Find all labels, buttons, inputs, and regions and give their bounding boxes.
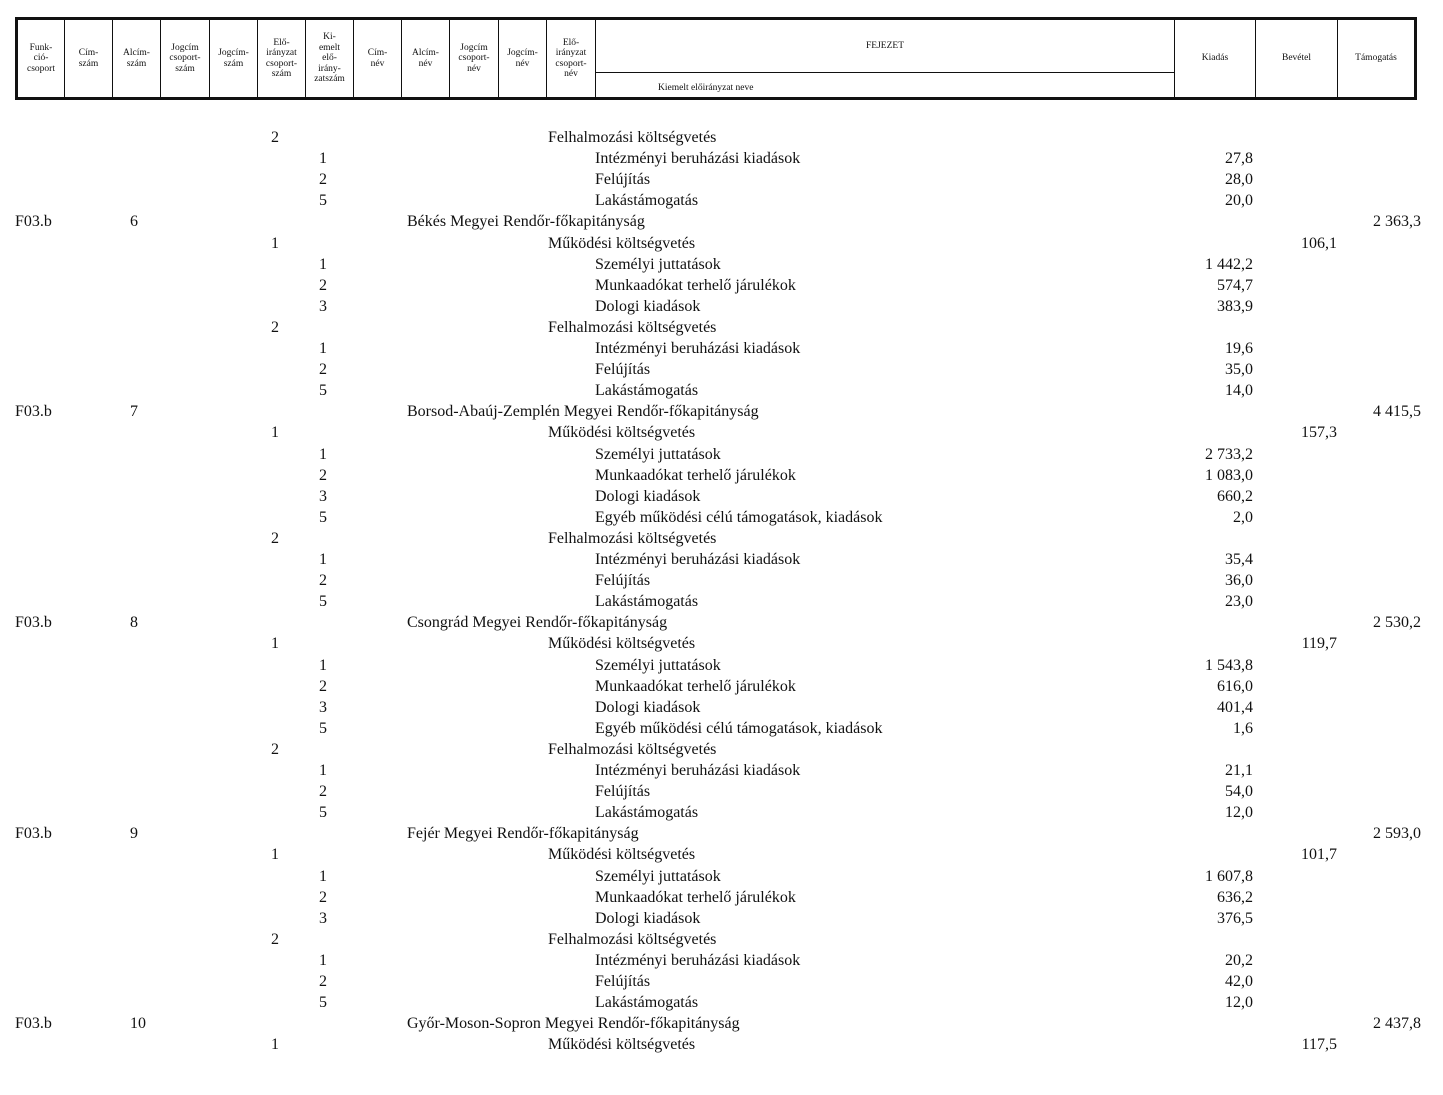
kiadas-value: 2 733,2 [1205, 445, 1253, 463]
table-header [15, 17, 1417, 100]
header-funkcio: Funk- ció- csoport [18, 20, 65, 97]
table-row [0, 887, 1443, 908]
kiemelt-eloiranyzat-name: Felújítás [595, 171, 651, 189]
kiemelt-eloiranyzat-name: Intézményi beruházási kiadások [595, 551, 801, 568]
bevetel-value: 101,7 [1301, 846, 1337, 864]
kiemelt-eloiranyzat-number: 3 [319, 698, 327, 716]
tamogatas-value: 2 437,8 [1373, 1015, 1421, 1033]
eloiranyzat-csoport-name: Működési költségvetés [548, 635, 696, 653]
table-row [0, 866, 1443, 887]
kiemelt-eloiranyzat-number: 1 [319, 762, 327, 779]
header-bevetel: Bevétel [1256, 20, 1338, 97]
kiadas-value: 12,0 [1225, 994, 1253, 1012]
eloiranyzat-csoport-name: Működési költségvetés [548, 424, 696, 442]
table-row [0, 1013, 1443, 1034]
kiadas-value: 14,0 [1225, 382, 1253, 400]
kiemelt-eloiranyzat-number: 5 [319, 719, 327, 737]
header-kiemelt-nev-cell [596, 73, 1175, 97]
header-jogcimcsoport-szam: Jogcím csoport- szám [161, 20, 210, 97]
kiadas-value: 376,5 [1217, 909, 1253, 927]
header-tamogatas: Támogatás [1355, 53, 1397, 64]
table-row [0, 380, 1443, 401]
table-row [0, 465, 1443, 486]
kiemelt-eloiranyzat-number: 2 [319, 677, 327, 695]
table-row [0, 612, 1443, 633]
kiemelt-eloiranyzat-number: 1 [319, 445, 327, 463]
kiadas-value: 35,4 [1225, 551, 1253, 568]
cim-number: 6 [130, 213, 138, 231]
kiadas-value: 660,2 [1217, 487, 1253, 505]
kiadas-value: 616,0 [1217, 677, 1253, 695]
kiemelt-eloiranyzat-name: Személyi juttatások [595, 445, 721, 463]
eloiranyzat-csoport-name: Felhalmozási költségvetés [548, 129, 717, 146]
eloiranyzat-csoport-number: 1 [271, 424, 279, 442]
eloiranyzat-csoport-name: Felhalmozási költségvetés [548, 318, 717, 336]
kiemelt-eloiranyzat-number: 2 [319, 783, 327, 801]
kiemelt-eloiranyzat-number: 1 [319, 150, 327, 168]
header-cim-szam: Cím- szám [65, 20, 113, 97]
org-name: Békés Megyei Rendőr-főkapitányság [407, 213, 645, 231]
header-kiemelt-eloiranyzat-szam: Ki- emelt elő- irány- zatszám [306, 20, 354, 97]
header-kiadas: Kiadás [1175, 20, 1256, 97]
kiadas-value: 401,4 [1217, 698, 1253, 716]
kiemelt-eloiranyzat-name: Lakástámogatás [595, 382, 699, 400]
kiadas-value: 28,0 [1225, 171, 1253, 189]
kiemelt-eloiranyzat-number: 5 [319, 994, 327, 1012]
kiemelt-eloiranyzat-name: Dologi kiadások [595, 297, 701, 315]
eloiranyzat-csoport-number: 2 [271, 740, 279, 758]
table-row [0, 422, 1443, 443]
kiemelt-eloiranyzat-name: Felújítás [595, 783, 651, 801]
table-row [0, 718, 1443, 739]
kiadas-value: 636,2 [1217, 888, 1253, 906]
table-row [0, 275, 1443, 296]
header-alcim-szam: Alcím- szám [113, 20, 161, 97]
table-row [0, 211, 1443, 232]
kiemelt-eloiranyzat-number: 2 [319, 361, 327, 379]
table-row [0, 591, 1443, 612]
eloiranyzat-csoport-number: 1 [271, 1036, 279, 1054]
table-row [0, 992, 1443, 1013]
table-row [0, 697, 1443, 718]
table-row [0, 190, 1443, 211]
kiemelt-eloiranyzat-name: Személyi juttatások [595, 255, 721, 273]
eloiranyzat-csoport-number: 2 [271, 318, 279, 336]
header-jogcim-szam: Jogcím- szám [210, 20, 258, 97]
table-row [0, 359, 1443, 380]
kiadas-value: 1,6 [1233, 719, 1253, 737]
tamogatas-value: 2 363,3 [1373, 213, 1421, 231]
header-eloiranyzat-csoport-szam: Elő- irányzat csoport- szám [258, 20, 306, 97]
table-row [0, 570, 1443, 591]
kiemelt-eloiranyzat-number: 5 [319, 804, 327, 822]
table-row [0, 655, 1443, 676]
table-row [0, 760, 1443, 781]
kiemelt-eloiranyzat-name: Felújítás [595, 572, 651, 590]
kiemelt-eloiranyzat-number: 5 [319, 192, 327, 210]
bevetel-value: 119,7 [1301, 635, 1337, 653]
kiadas-value: 1 083,0 [1205, 466, 1253, 484]
org-name: Borsod-Abaúj-Zemplén Megyei Rendőr-főkapitányság [407, 403, 759, 421]
kiemelt-eloiranyzat-name: Lakástámogatás [595, 804, 699, 822]
table-row [0, 971, 1443, 992]
kiemelt-eloiranyzat-name: Lakástámogatás [595, 994, 699, 1012]
kiadas-value: 42,0 [1225, 973, 1253, 990]
eloiranyzat-csoport-number: 2 [271, 529, 279, 547]
table-row [0, 169, 1443, 190]
header-kiemelt-nev: Kiemelt előirányzat neve [658, 83, 754, 93]
kiadas-value: 20,2 [1225, 951, 1253, 969]
kiadas-value: 21,1 [1225, 762, 1253, 779]
eloiranyzat-csoport-number: 1 [271, 234, 279, 252]
bevetel-value: 106,1 [1301, 234, 1337, 252]
kiemelt-eloiranyzat-name: Lakástámogatás [595, 593, 699, 611]
kiadas-value: 54,0 [1225, 783, 1253, 801]
kiemelt-eloiranyzat-name: Felújítás [595, 973, 651, 990]
table-row [0, 802, 1443, 823]
kiemelt-eloiranyzat-name: Személyi juttatások [595, 656, 721, 674]
kiemelt-eloiranyzat-name: Intézményi beruházási kiadások [595, 150, 801, 168]
table-row [0, 844, 1443, 865]
kiemelt-eloiranyzat-number: 1 [319, 255, 327, 273]
kiemelt-eloiranyzat-name: Intézményi beruházási kiadások [595, 340, 801, 357]
bevetel-value: 157,3 [1301, 424, 1337, 442]
table-row [0, 1034, 1443, 1055]
kiadas-value: 36,0 [1225, 572, 1253, 590]
kiadas-value: 19,6 [1225, 340, 1253, 357]
funkcio-code: F03.b [15, 1015, 52, 1033]
kiadas-value: 23,0 [1225, 593, 1253, 611]
eloiranyzat-csoport-name: Működési költségvetés [548, 1036, 696, 1054]
kiemelt-eloiranyzat-number: 5 [319, 593, 327, 611]
eloiranyzat-csoport-name: Működési költségvetés [548, 846, 696, 864]
bevetel-value: 117,5 [1301, 1036, 1337, 1054]
table-row [0, 950, 1443, 971]
kiemelt-eloiranyzat-name: Munkaadókat terhelő járulékok [595, 677, 796, 695]
kiemelt-eloiranyzat-name: Intézményi beruházási kiadások [595, 951, 801, 969]
kiemelt-eloiranyzat-number: 2 [319, 276, 327, 294]
eloiranyzat-csoport-name: Felhalmozási költségvetés [548, 740, 717, 758]
kiadas-value: 2,0 [1233, 508, 1253, 526]
table-row [0, 233, 1443, 254]
table-row [0, 444, 1443, 465]
kiemelt-eloiranyzat-number: 2 [319, 973, 327, 990]
kiemelt-eloiranyzat-name: Dologi kiadások [595, 487, 701, 505]
funkcio-code: F03.b [15, 213, 52, 231]
kiemelt-eloiranyzat-number: 3 [319, 909, 327, 927]
table-row [0, 908, 1443, 929]
kiemelt-eloiranyzat-name: Intézményi beruházási kiadások [595, 762, 801, 779]
kiemelt-eloiranyzat-name: Egyéb működési célú támogatások, kiadások [595, 508, 883, 526]
table-row [0, 338, 1443, 359]
kiadas-value: 574,7 [1217, 276, 1253, 294]
header-fejezet: FEJEZET [596, 20, 1175, 73]
kiadas-value: 1 442,2 [1205, 255, 1253, 273]
kiadas-value: 12,0 [1225, 804, 1253, 822]
org-name: Győr-Moson-Sopron Megyei Rendőr-főkapitányság [407, 1015, 740, 1033]
table-row [0, 317, 1443, 338]
kiemelt-eloiranyzat-number: 5 [319, 508, 327, 526]
header-jogcim-nev: Jogcím- név [499, 20, 547, 97]
table-row [0, 507, 1443, 528]
table-row [0, 929, 1443, 950]
kiemelt-eloiranyzat-number: 5 [319, 382, 327, 400]
kiemelt-eloiranyzat-name: Dologi kiadások [595, 909, 701, 927]
eloiranyzat-csoport-number: 1 [271, 846, 279, 864]
kiemelt-eloiranyzat-name: Személyi juttatások [595, 867, 721, 885]
cim-number: 9 [130, 825, 138, 843]
eloiranyzat-csoport-number: 1 [271, 635, 279, 653]
eloiranyzat-csoport-name: Felhalmozási költségvetés [548, 930, 717, 948]
cim-number: 8 [130, 614, 138, 632]
tamogatas-value: 2 530,2 [1373, 614, 1421, 632]
eloiranyzat-csoport-name: Működési költségvetés [548, 234, 696, 252]
kiemelt-eloiranyzat-number: 2 [319, 466, 327, 484]
kiemelt-eloiranyzat-number: 2 [319, 171, 327, 189]
table-row [0, 739, 1443, 760]
kiemelt-eloiranyzat-name: Munkaadókat terhelő járulékok [595, 888, 796, 906]
table-row [0, 254, 1443, 275]
kiemelt-eloiranyzat-number: 3 [319, 297, 327, 315]
tamogatas-value: 2 593,0 [1373, 825, 1421, 843]
cim-number: 10 [130, 1015, 146, 1033]
header-cim-nev: Cím- név [354, 20, 402, 97]
eloiranyzat-csoport-number: 2 [271, 930, 279, 948]
table-row [0, 823, 1443, 844]
table-row [0, 127, 1443, 148]
kiemelt-eloiranyzat-number: 1 [319, 656, 327, 674]
header-eloiranyzat-csoport-nev: Elő- irányzat csoport- név [547, 20, 596, 97]
table-row [0, 401, 1443, 422]
table-row [0, 549, 1443, 570]
kiadas-value: 20,0 [1225, 192, 1253, 210]
kiadas-value: 383,9 [1217, 297, 1253, 315]
header-alcim-nev: Alcím- név [402, 20, 450, 97]
kiemelt-eloiranyzat-number: 1 [319, 551, 327, 568]
funkcio-code: F03.b [15, 825, 52, 843]
kiemelt-eloiranyzat-name: Dologi kiadások [595, 698, 701, 716]
cim-number: 7 [130, 403, 138, 421]
kiadas-value: 1 607,8 [1205, 867, 1253, 885]
table-row [0, 148, 1443, 169]
table-row [0, 296, 1443, 317]
tamogatas-value: 4 415,5 [1373, 403, 1421, 421]
funkcio-code: F03.b [15, 403, 52, 421]
org-name: Csongrád Megyei Rendőr-főkapitányság [407, 614, 668, 632]
kiemelt-eloiranyzat-number: 2 [319, 888, 327, 906]
eloiranyzat-csoport-number: 2 [271, 129, 279, 146]
kiadas-value: 27,8 [1225, 150, 1253, 168]
table-row [0, 633, 1443, 654]
kiadas-value: 35,0 [1225, 361, 1253, 379]
table-row [0, 781, 1443, 802]
kiemelt-eloiranyzat-name: Egyéb működési célú támogatások, kiadások [595, 719, 883, 737]
kiemelt-eloiranyzat-name: Munkaadókat terhelő járulékok [595, 466, 796, 484]
kiadas-value: 1 543,8 [1205, 656, 1253, 674]
kiemelt-eloiranyzat-name: Felújítás [595, 361, 651, 379]
funkcio-code: F03.b [15, 614, 52, 632]
table-row [0, 676, 1443, 697]
kiemelt-eloiranyzat-number: 3 [319, 487, 327, 505]
kiemelt-eloiranyzat-number: 1 [319, 951, 327, 969]
kiemelt-eloiranyzat-number: 1 [319, 867, 327, 885]
kiemelt-eloiranyzat-number: 2 [319, 572, 327, 590]
org-name: Fejér Megyei Rendőr-főkapitányság [407, 825, 639, 843]
table-row [0, 486, 1443, 507]
header-jogcimcsoport-nev: Jogcím csoport- név [450, 20, 499, 97]
table-row [0, 528, 1443, 549]
kiemelt-eloiranyzat-name: Lakástámogatás [595, 192, 699, 210]
kiemelt-eloiranyzat-name: Munkaadókat terhelő járulékok [595, 276, 796, 294]
kiemelt-eloiranyzat-number: 1 [319, 340, 327, 357]
eloiranyzat-csoport-name: Felhalmozási költségvetés [548, 529, 717, 547]
